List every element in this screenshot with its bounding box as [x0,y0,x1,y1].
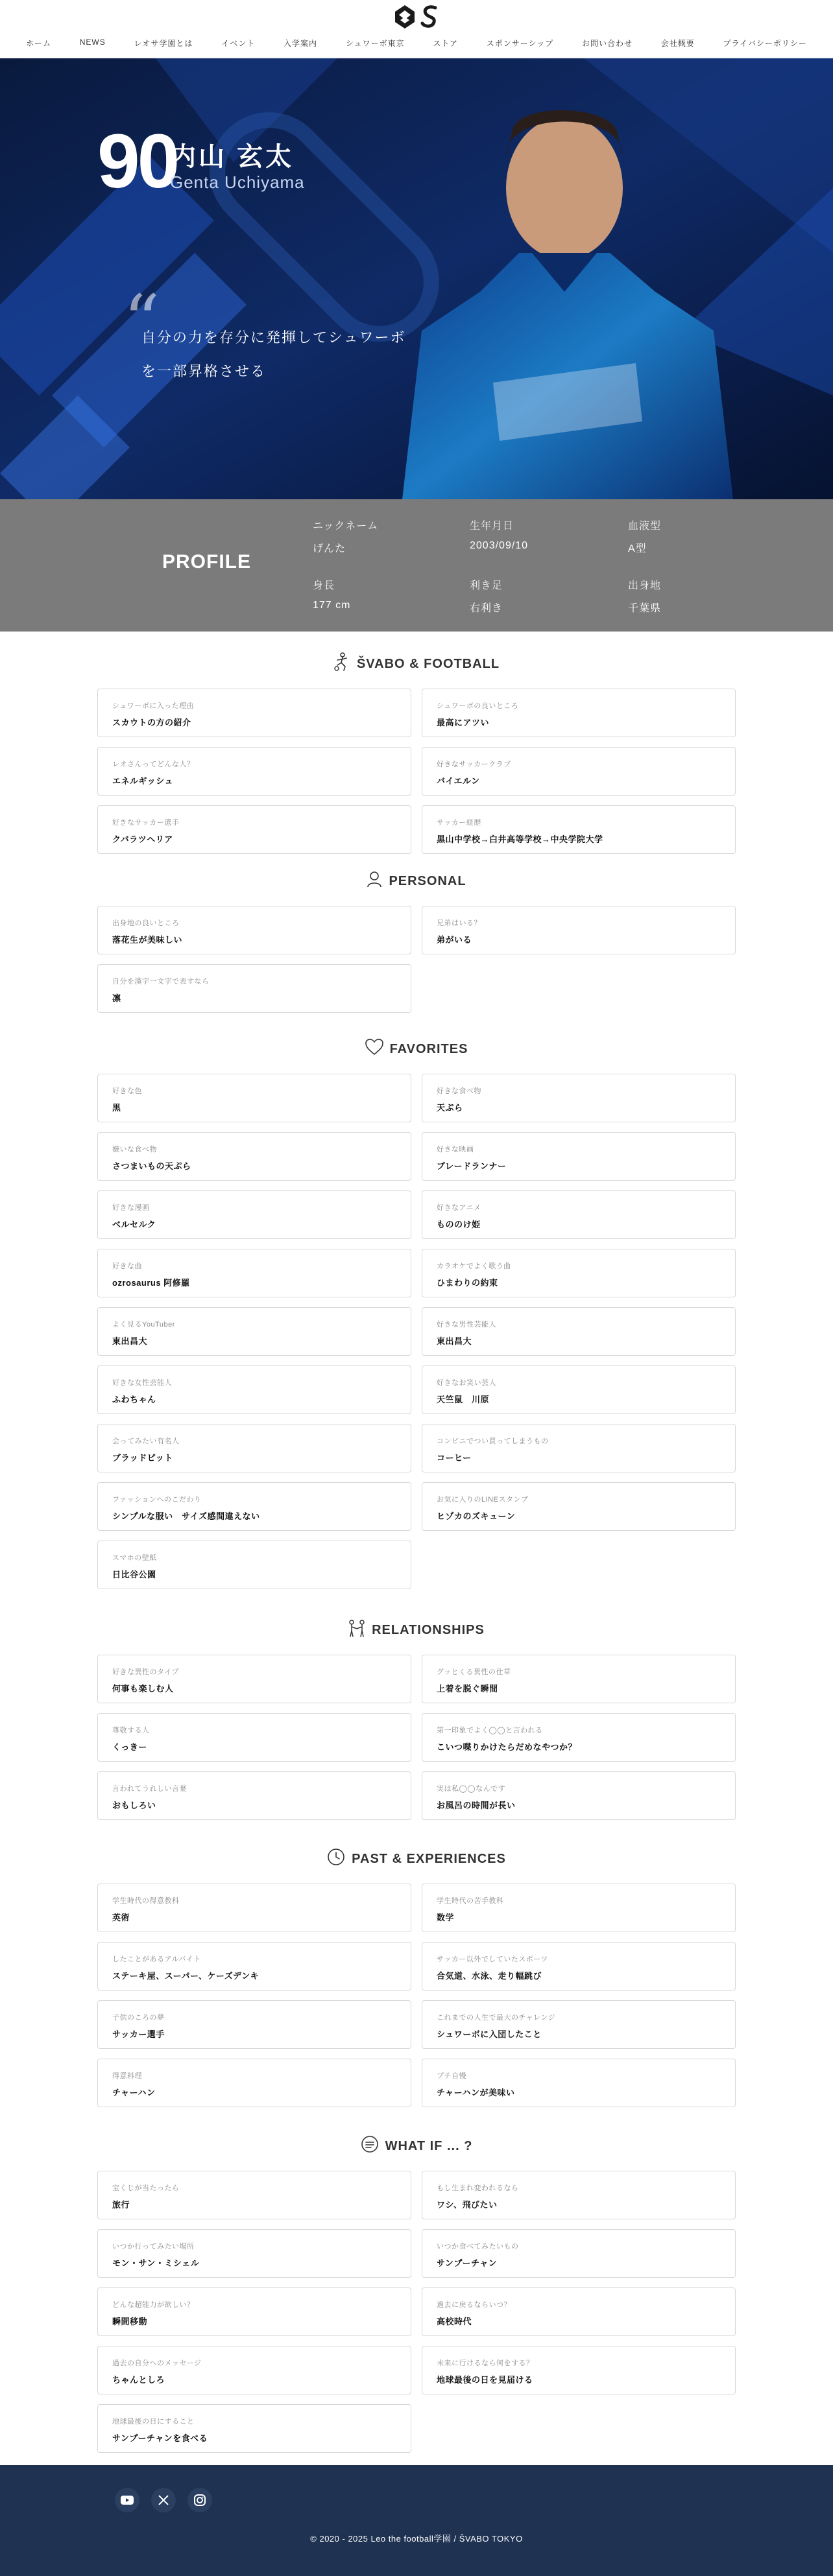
qa-question: これまでの人生で最大のチャレンジ [437,2014,556,2022]
qa-question: 過去に戻るならいつ？ [437,2301,511,2309]
qa-answer: おもしろい [112,1801,156,1810]
player-kick-icon [333,652,350,676]
qa-question: 好きな異性のタイプ [112,1668,179,1676]
qa-card [422,2229,736,2278]
qa-answer: 最高にアツい [437,718,490,727]
profile-item-foot [470,577,612,615]
section-title-text: WHAT IF ... ? [385,2138,473,2153]
qa-question: 好きなサッカー選手 [112,819,180,827]
nav-item[interactable]: ホーム [26,39,52,48]
qa-question: もし生まれ変われるなら [437,2184,519,2192]
player-name-en: Genta Uchiyama [170,172,305,192]
qa-card [97,1365,411,1414]
section-what-if [97,2119,736,2453]
qa-question: 尊敬する人 [112,1727,150,1734]
section-past-experiences [97,1832,736,2107]
section-title-text: PAST & EXPERIENCES [352,1851,506,1866]
profile-item-hometown [628,577,771,615]
nav-item[interactable]: シュワーボ東京 [345,39,405,48]
qa-card [97,1249,411,1297]
qa-answer: サンプーチャン [437,2258,498,2268]
profile-item-nickname [313,517,455,555]
qa-answer: 高校時代 [437,2317,472,2326]
section-title [97,2132,736,2160]
profile-value: A型 [628,543,647,554]
profile-value: 177 cm [313,600,351,611]
qa-answer: コーヒー [437,1453,472,1463]
nav-item[interactable]: プライバシーポリシー [723,39,807,48]
section-title [97,867,736,895]
qa-card [97,2346,411,2394]
nav-item[interactable]: 入学案内 [284,39,318,48]
qa-question: 宝くじが当たったら [112,2184,180,2192]
qa-card [97,1655,411,1703]
qa-answer: シンプルな服い サイズ感間違えない [112,1511,260,1521]
instagram-icon[interactable] [187,2488,212,2512]
qa-question: 出身地の良いところ [112,919,180,927]
profile-label: 出身地 [628,580,662,591]
qa-card [97,1541,411,1589]
nav-item[interactable]: 会社概要 [660,39,695,48]
profile-item-height [313,577,455,611]
section-title-text: RELATIONSHIPS [372,1622,485,1637]
qa-answer: 黒 [112,1103,121,1113]
qa-card [422,906,736,954]
qa-answer: クバラツヘリア [112,834,173,844]
qa-card [97,805,411,854]
qa-question: グッとくる異性の仕草 [437,1668,511,1676]
qa-question: 地球最後の日にすること [112,2418,195,2426]
qa-question: 学生時代の苦手教科 [437,1897,504,1905]
qa-question: シュワーボに入った理由 [112,702,195,710]
qa-answer: ふわちゃん [112,1395,156,1404]
qa-question: 好きな女性芸能人 [112,1379,172,1387]
qa-answer: 日比谷公園 [112,1570,156,1579]
qa-question: どんな超能力が欲しい？ [112,2301,195,2309]
qa-question: したことがあるアルバイト [112,1956,201,1963]
qa-card [422,1249,736,1297]
qa-card [97,1884,411,1932]
qa-question: 好きな漫画 [112,1204,150,1212]
qa-answer: 凛 [112,993,121,1003]
qa-question: サッカー以外でしていたスポーツ [437,1956,548,1963]
qa-card [422,1424,736,1472]
qa-question: 子供のころの夢 [112,2014,165,2022]
qa-answer: 天ぷら [437,1103,463,1113]
qa-question: 兄弟はいる？ [437,919,481,927]
qa-card [422,1482,736,1531]
qa-answer: お風呂の時間が長い [437,1801,516,1810]
section-title-text: ŠVABO & FOOTBALL [356,656,500,671]
nav-item[interactable]: イベント [221,39,256,48]
quote-mark-icon: “ [123,279,160,362]
qa-question: 好きな色 [112,1087,142,1095]
qa-answer: 東出昌大 [112,1336,148,1346]
qa-question: いつか食べてみたいもの [437,2243,519,2251]
qa-answer: サッカー選手 [112,2029,165,2039]
qa-question: 好きな映画 [437,1146,474,1153]
profile-value: 千葉県 [628,603,662,614]
qa-question: レオさんってどんな人？ [112,761,195,768]
qa-question: 好きなお笑い芸人 [437,1379,496,1387]
qa-card [422,1307,736,1356]
qa-answer: モン・サン・ミシェル [112,2258,200,2268]
svabo-s-icon [420,4,439,30]
profile-item-birthday [470,517,612,552]
qa-question: いつか行ってみたい場所 [112,2243,195,2251]
qa-answer: ステーキ屋、スーパー、ケーズデンキ [112,1971,260,1981]
chat-icon [361,2135,379,2157]
qa-answer: 地球最後の日を見届ける [437,2375,533,2385]
qa-card [97,1132,411,1181]
qa-card [422,1713,736,1762]
qa-card [97,906,411,954]
player-number: 90 [97,119,178,204]
qa-answer: ベルセルク [112,1220,156,1229]
profile-band [0,499,833,632]
qa-card [422,2287,736,2336]
qa-grid [97,1884,736,2107]
qa-card [97,747,411,796]
section-vabo-football [97,637,736,854]
qa-answer: 何事も楽しむ人 [112,1684,174,1694]
qa-card [422,1942,736,1991]
section-title [97,650,736,678]
qa-card [422,1190,736,1239]
youtube-icon[interactable] [115,2488,139,2512]
people-icon [348,1619,365,1641]
qa-card [97,1942,411,1991]
qa-question: 得意料理 [112,2072,142,2080]
nav-item[interactable]: NEWS [79,38,106,47]
qa-question: 会ってみたい有名人 [112,1437,180,1445]
qa-grid [97,906,736,1013]
qa-card [97,2287,411,2336]
player-name-ja: 内山 玄太 [170,143,295,171]
nav-item[interactable]: スポンサーシップ [486,39,554,48]
qa-card [422,1771,736,1820]
profile-label: ニックネーム [313,521,379,532]
qa-answer: 東出昌大 [437,1336,472,1346]
qa-card [422,689,736,737]
x-icon[interactable] [151,2488,176,2512]
heart-icon [365,1039,383,1059]
qa-card [422,2000,736,2049]
qa-card [422,1074,736,1122]
qa-question: 学生時代の得意教科 [112,1897,180,1905]
qa-answer: チャーハンが美味い [437,2088,515,2097]
nav-item[interactable]: レオサ学園とは [134,39,193,48]
site-footer [0,2465,833,2576]
qa-question: 好きな食べ物 [437,1087,481,1095]
qa-answer: エネルギッシュ [112,776,173,786]
qa-grid [97,2171,736,2453]
qa-answer: 上着を脱ぐ瞬間 [437,1684,498,1694]
qa-answer: 瞬間移動 [112,2317,148,2326]
qa-answer: ブレードランナー [437,1161,507,1171]
profile-label: 血液型 [628,521,662,532]
qa-answer: スカウトの方の紹介 [112,718,191,727]
qa-card [97,2404,411,2453]
qa-question: よく見るYouTuber [112,1321,175,1329]
qa-question: 嫌いな食べ物 [112,1146,157,1153]
qa-question: 好きなサッカークラブ [437,761,511,768]
section-title [97,1845,736,1873]
qa-question: 自分を漢字一文字で表すなら [112,978,210,986]
section-personal [97,854,736,1013]
qa-grid [97,689,736,854]
section-favorites [97,1022,736,1589]
qa-answer: 落花生が美味しい [112,935,183,945]
school-emblem-icon [394,4,416,30]
player-hero [0,58,833,499]
qa-answer: ozrosaurus 阿修羅 [112,1278,190,1288]
qa-card [422,2171,736,2219]
qa-answer: サンプーチャンを食べる [112,2433,208,2443]
clock-icon [327,1848,345,1870]
qa-question: 好きなアニメ [437,1204,481,1212]
qa-answer: くっきー [112,1742,147,1752]
profile-value: げんた [313,543,346,554]
qa-card [97,1307,411,1356]
qa-answer: シュワーボに入団したこと [437,2029,542,2039]
qa-card [422,1132,736,1181]
profile-item-blood-type [628,517,771,555]
qa-answer: さつまいもの天ぷら [112,1161,191,1171]
qa-card [97,1424,411,1472]
qa-question: ファッションへのこだわり [112,1496,202,1504]
section-relationships [97,1603,736,1820]
profile-title: PROFILE [162,551,252,573]
qa-question: 好きな曲 [112,1262,142,1270]
qa-card [97,2059,411,2107]
qa-answer: ワシ、飛びたい [437,2200,498,2210]
qa-question: 言われてうれしい言葉 [112,1785,187,1793]
section-title-text: FAVORITES [389,1041,468,1056]
profile-label: 生年月日 [470,521,514,532]
section-title [97,1035,736,1063]
qa-question: 第一印象でよく◯◯と言われる [437,1727,543,1734]
qa-question: サッカー経歴 [437,819,481,827]
site-header [0,0,833,58]
copyright: © 2020 - 2025 Leo the football学園 / ŠVABO TOKYO [310,2534,523,2544]
nav-item[interactable]: ストア [433,39,458,48]
qa-question: 過去の自分へのメッセージ [112,2359,202,2367]
qa-answer: 旅行 [112,2200,130,2210]
profile-label: 利き足 [470,580,503,591]
qa-question: スマホの壁紙 [112,1554,157,1562]
qa-card [97,964,411,1013]
qa-card [422,1884,736,1932]
qa-card [422,747,736,796]
qa-card [97,1482,411,1531]
profile-value: 右利き [470,603,503,614]
nav-item[interactable]: お問い合わせ [582,39,633,48]
qa-question: シュワーボの良いところ [437,702,519,710]
qa-answer: 数学 [437,1913,455,1922]
qa-card [422,1655,736,1703]
qa-answer: 天竺鼠 川原 [437,1395,490,1404]
qa-card [97,2171,411,2219]
qa-answer: 合気道、水泳、走り幅跳び [437,1971,542,1981]
qa-answer: 英術 [112,1913,130,1922]
qa-card [97,1713,411,1762]
qa-question: カラオケでよく歌う曲 [437,1262,511,1270]
section-title [97,1616,736,1644]
qa-card [97,2229,411,2278]
site-logo[interactable] [394,4,439,30]
qa-card [422,2059,736,2107]
qa-answer: ちゃんとしろ [112,2375,165,2385]
qa-answer: チャーハン [112,2088,156,2097]
qa-answer: 弟がいる [437,935,472,945]
qa-grid [97,1655,736,1820]
qa-grid [97,1074,736,1589]
qa-card [97,1190,411,1239]
qa-answer: ブラッドピット [112,1453,173,1463]
qa-answer: こいつ喋りかけたらだめなやつか？ [437,1742,577,1752]
person-icon [367,871,382,892]
qa-card [97,1771,411,1820]
qa-answer: ひまわりの約束 [437,1278,498,1288]
qa-card [422,805,736,854]
section-title-text: PERSONAL [389,873,466,888]
qa-card [422,1365,736,1414]
qa-question: お気に入りのLINEスタンプ [437,1496,529,1504]
profile-value: 2003/09/10 [470,540,529,551]
qa-question: プチ自慢 [437,2072,466,2080]
qa-answer: ヒゾカのズキューン [437,1511,516,1521]
qa-question: コンビニでつい買ってしまうもの [437,1437,549,1445]
qa-card [97,2000,411,2049]
qa-answer: もののけ姫 [437,1220,481,1229]
player-quote: 自分の力を存分に発揮してシュワーボを一部昇格させる [141,329,406,379]
qa-answer: バイエルン [437,776,480,786]
profile-label: 身長 [313,580,335,591]
qa-answer: 黒山中学校→白井高等学校→中央学院大学 [437,834,603,844]
qa-card [422,2346,736,2394]
main-nav [0,38,833,49]
qa-question: 実は私◯◯なんです [437,1785,506,1793]
qa-card [97,689,411,737]
social-links [115,2488,212,2512]
qa-question: 好きな男性芸能人 [437,1321,496,1329]
qa-question: 未来に行けるなら何をする？ [437,2359,534,2367]
qa-card [97,1074,411,1122]
